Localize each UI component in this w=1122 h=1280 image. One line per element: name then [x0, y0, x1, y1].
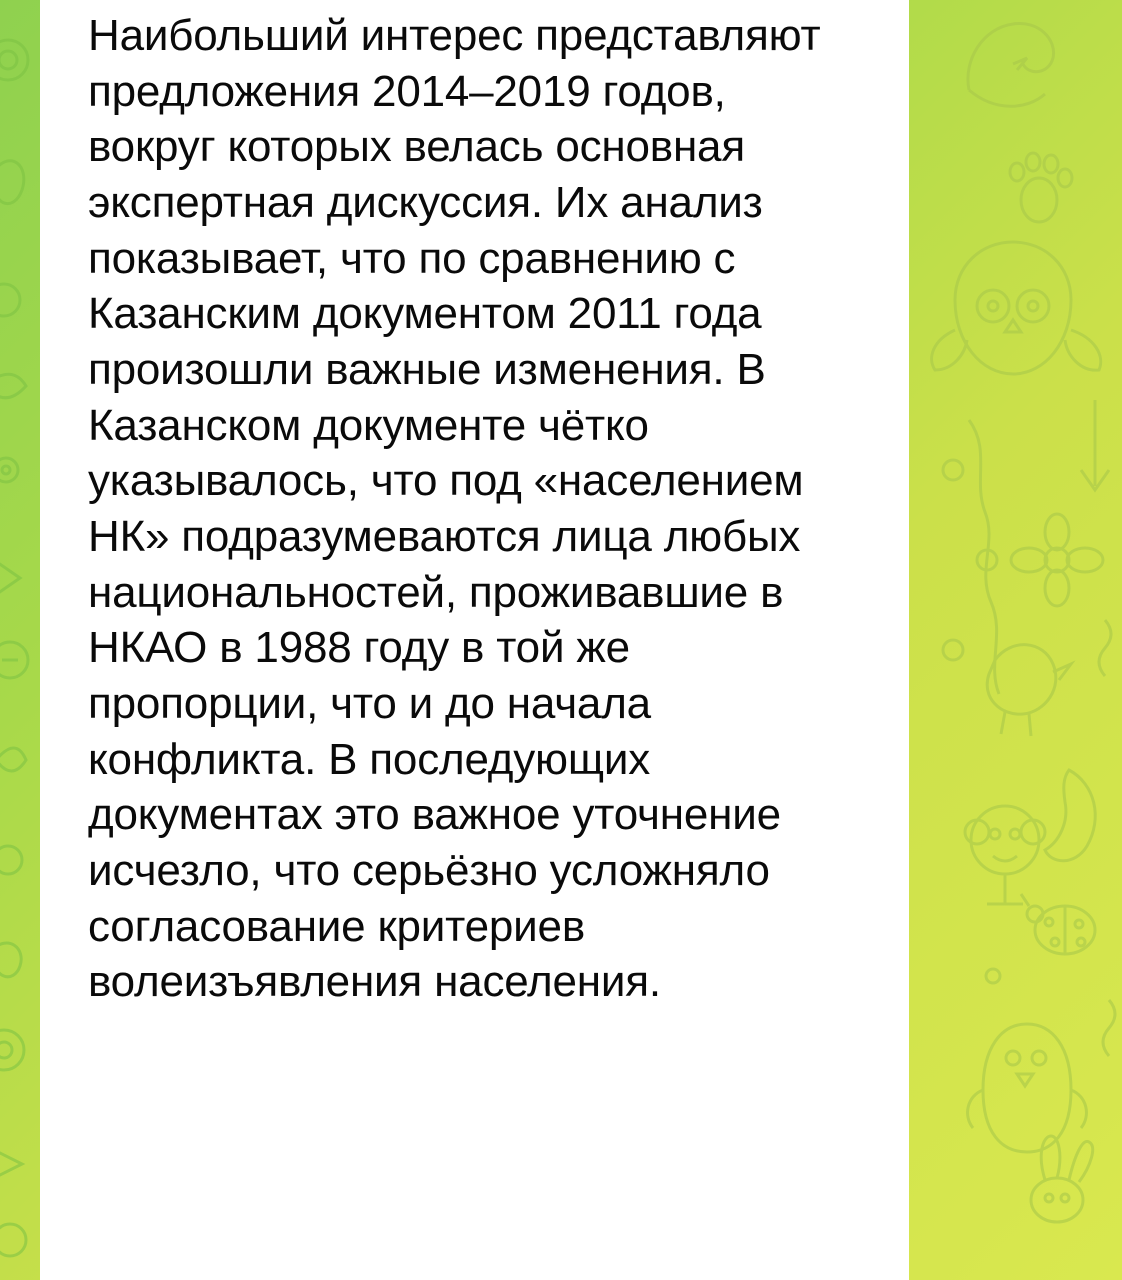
arrow-doodle — [1081, 400, 1109, 490]
squiggle-doodle — [1099, 620, 1111, 676]
squiggle-doodle-2 — [1103, 1000, 1115, 1056]
ladybug-doodle — [1021, 894, 1095, 954]
message-bubble[interactable] — [40, 0, 909, 1280]
message-paragraph: Наибольший интерес представляют предложения 2014–2019 годов, вокруг которых велась основная экспертная дискуссия. Их анализ показывает, что по сравнению с Казанским документом 2011 года произошли важные изменения. В Казанском документе чётко указывалось, что под «населением НК» подразумеваются лица любых национальностей, проживавшие в НКАО в 1988 году в той же пропорции, что и до начала конфликта. В последующих документах это важное уточнение исчезло, что серьёзно усложняло согласование критериев волеизъявления населения. — [88, 11, 821, 1007]
vine-doodle — [943, 420, 999, 694]
rabbit-doodle — [1031, 1136, 1093, 1222]
wallpaper-doodles-left — [0, 0, 40, 1280]
wallpaper-doodles-right — [909, 0, 1122, 1280]
clipped-line-above — [88, 0, 865, 8]
banana-doodle — [1045, 770, 1095, 861]
paw-doodle — [1010, 153, 1072, 222]
penguin-doodle — [968, 1024, 1087, 1152]
message-text — [88, 0, 865, 1010]
owl-doodle — [932, 242, 1101, 374]
dot-doodle — [986, 969, 1000, 983]
swan-doodle — [968, 23, 1054, 106]
monkey-doodle — [965, 806, 1045, 904]
flower-doodle — [1011, 514, 1103, 606]
bird-doodle — [987, 645, 1071, 736]
